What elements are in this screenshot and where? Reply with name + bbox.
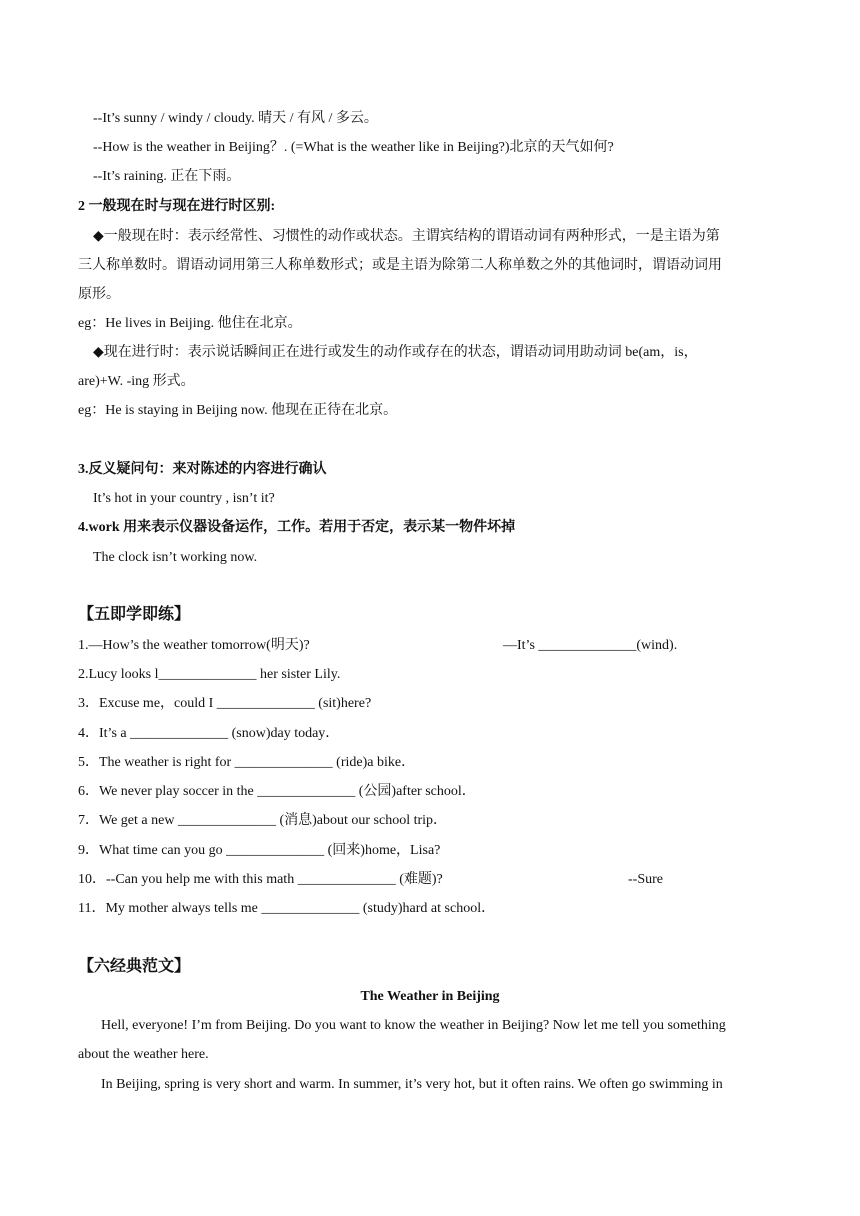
practice-question-3: 3．Excuse me，could I ______________ (sit)here? xyxy=(78,696,372,711)
point3-heading: 3.反义疑问句：来对陈述的内容进行确认 xyxy=(78,462,327,477)
weather-example-2: --How is the weather in Beijing？. (=What is the weather like in Beijing?)北京的天气如何? xyxy=(93,140,614,155)
essay-paragraph-2-line-1: In Beijing, spring is very short and warm. In summer, it’s very hot, but it often rains. We often go swimming in xyxy=(101,1077,723,1092)
point3-example: It’s hot in your country , isn’t it? xyxy=(93,491,275,506)
weather-example-1: --It’s sunny / windy / cloudy. 晴天 / 有风 / 多云。 xyxy=(93,111,378,126)
practice-question-11: 11．My mother always tells me ______________ (study)hard at school． xyxy=(78,901,496,916)
practice-question-10: 10．--Can you help me with this math ______________ (难题)? xyxy=(78,872,443,887)
present-continuous-line-1: ◆现在进行时：表示说话瞬间正在进行或发生的动作或存在的状态，谓语动词用助动词 be(am，is， xyxy=(93,345,698,360)
practice-question-4: 4．It’s a ______________ (snow)day today． xyxy=(78,726,340,741)
present-simple-line-2: 三人称单数时。谓语动词用第三人称单数形式；或是主语为除第二人称单数之外的其他词时，谓语动词用 xyxy=(78,258,722,273)
practice-question-1-answer: —It’s ______________(wind). xyxy=(503,638,678,653)
present-simple-line-3: 原形。 xyxy=(78,287,120,302)
weather-example-3: --It’s raining. 正在下雨。 xyxy=(93,169,241,184)
example-sentence-2: eg：He is staying in Beijing now. 他现在正待在北京。 xyxy=(78,403,398,418)
practice-question-2: 2.Lucy looks l______________ her sister Lily. xyxy=(78,667,341,682)
essay-section-title: 【六经典范文】 xyxy=(78,958,191,975)
practice-question-5: 5．The weather is right for ______________ (ride)a bike． xyxy=(78,755,416,770)
practice-question-10-answer: --Sure xyxy=(628,872,663,887)
essay-title: The Weather in Beijing xyxy=(360,989,500,1004)
point2-heading: 2 一般现在时与现在进行时区别: xyxy=(78,199,276,214)
practice-question-7: 7．We get a new ______________ (消息)about our school trip． xyxy=(78,813,448,828)
practice-section-title: 【五即学即练】 xyxy=(78,606,191,623)
practice-question-9: 9．What time can you go ______________ (回来)home，Lisa? xyxy=(78,843,441,858)
present-continuous-line-2: are)+W. -ing 形式。 xyxy=(78,374,195,389)
essay-paragraph-1-line-1: Hell, everyone! I’m from Beijing. Do you want to know the weather in Beijing? Now let me tell you something xyxy=(101,1018,726,1033)
point4-heading: 4.work 用来表示仪器设备运作，工作。若用于否定，表示某一物件坏掉 xyxy=(78,520,516,535)
present-simple-line-1: ◆一般现在时：表示经常性、习惯性的动作或状态。主谓宾结构的谓语动词有两种形式，一是主语为第 xyxy=(93,229,720,244)
point4-example: The clock isn’t working now. xyxy=(93,550,258,565)
example-sentence-1: eg：He lives in Beijing. 他住在北京。 xyxy=(78,316,302,331)
practice-question-6: 6．We never play soccer in the ______________ (公园)after school． xyxy=(78,784,476,799)
essay-paragraph-1-line-2: about the weather here. xyxy=(78,1047,209,1062)
practice-question-1: 1.—How’s the weather tomorrow(明天)? xyxy=(78,638,310,653)
